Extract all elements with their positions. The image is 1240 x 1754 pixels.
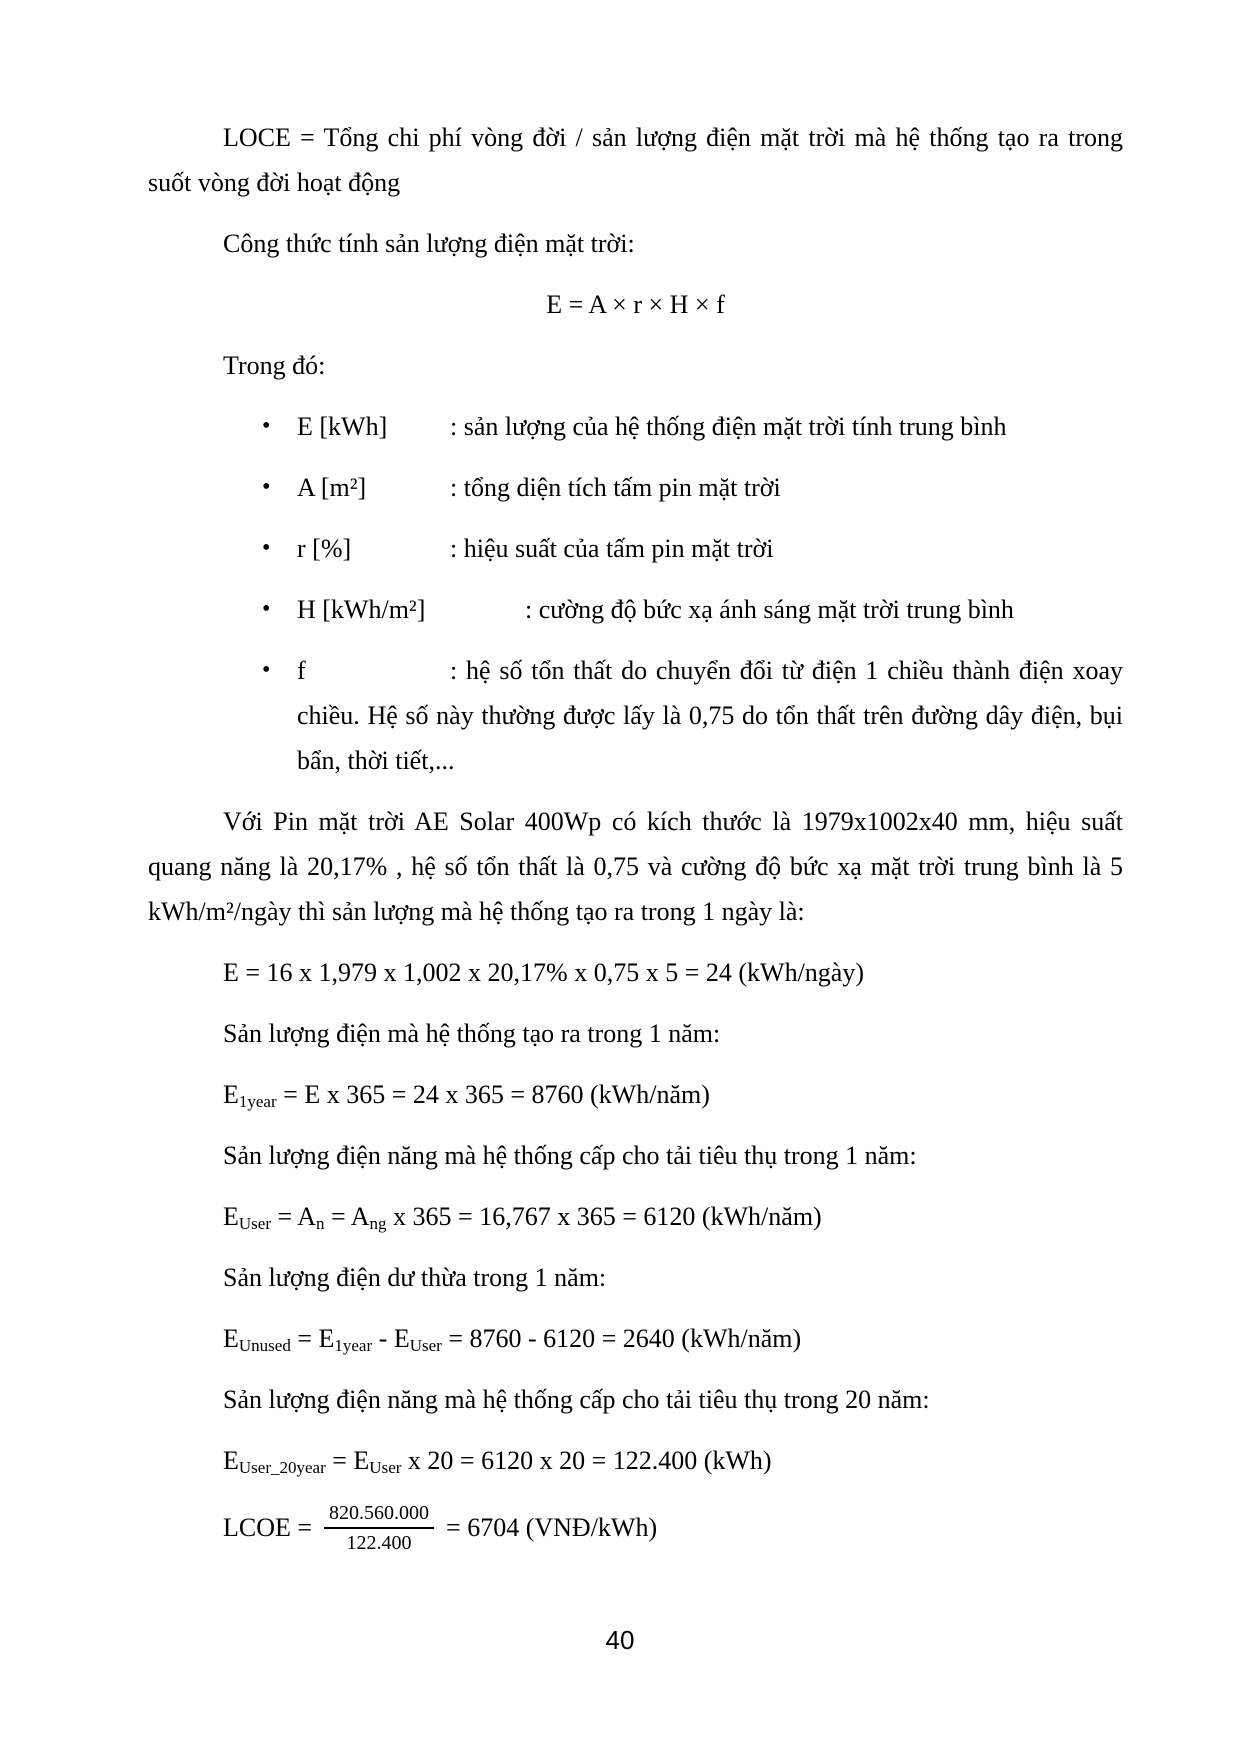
bullet-content	[297, 404, 1123, 449]
label-user-20year: Sản lượng điện năng mà hệ thống cấp cho tải tiêu thụ trong 20 năm:	[223, 1385, 930, 1414]
bullet-description: : hiệu suất của tấm pin mặt trời	[450, 534, 774, 563]
equation-euser20	[148, 1438, 1123, 1483]
bullet-term: r [%]	[297, 534, 352, 563]
bullet-item-a	[148, 465, 1123, 510]
eq-part: = E	[325, 1446, 370, 1475]
bullet-icon: •	[262, 657, 271, 683]
bullet-item-f	[148, 648, 1123, 783]
lcoe-denominator: 122.400	[346, 1532, 412, 1554]
eq-subscript: User	[409, 1336, 442, 1355]
bullet-term: A [m²]	[297, 473, 367, 502]
bullet-icon: •	[262, 596, 271, 622]
equation-daily-energy: E = 16 x 1,979 x 1,002 x 20,17% x 0,75 x 5 = 24 (kWh/ngày)	[223, 958, 864, 987]
eq-subscript: User_20year	[238, 1458, 326, 1477]
eq-subscript: ng	[369, 1214, 387, 1233]
bullet-item-e	[148, 404, 1123, 449]
formula-energy-main: E = A × r × H × f	[546, 290, 725, 319]
eq-part: = E	[290, 1324, 335, 1353]
eq-rest: x 365 = 16,767 x 365 = 6120 (kWh/năm)	[386, 1202, 822, 1231]
label-trong-do: Trong đó:	[223, 351, 326, 380]
bullet-content	[297, 587, 1123, 632]
eq-subscript: User	[369, 1458, 402, 1477]
eq-rest: x 20 = 6120 x 20 = 122.400 (kWh)	[401, 1446, 772, 1475]
eq-part: - E	[372, 1324, 410, 1353]
label-unused-yearly: Sản lượng điện dư thừa trong 1 năm:	[223, 1263, 607, 1292]
bullet-description: : sản lượng của hệ thống điện mặt trời tính trung bình	[450, 412, 1007, 441]
bullet-term: E [kWh]	[297, 412, 388, 441]
bullet-term: H [kWh/m²]	[297, 595, 426, 624]
eq-rest: = 8760 - 6120 = 2640 (kWh/năm)	[441, 1324, 802, 1353]
eq-rest: = E x 365 = 24 x 365 = 8760 (kWh/năm)	[276, 1080, 710, 1109]
eq-part: = A	[324, 1202, 370, 1231]
bullet-icon: •	[262, 474, 271, 500]
bullet-term: f	[297, 656, 306, 685]
eq-subscript: 1year	[238, 1092, 277, 1111]
lcoe-left-side: LCOE =	[223, 1512, 313, 1542]
bullet-description: : tổng diện tích tấm pin mặt trời	[450, 473, 781, 502]
eq-subscript: User	[238, 1214, 271, 1233]
bullet-content	[297, 465, 1123, 510]
label-yearly-production: Sản lượng điện mà hệ thống tạo ra trong 1 năm:	[223, 1019, 721, 1048]
lcoe-fraction	[324, 1500, 434, 1556]
lcoe-numerator: 820.560.000	[324, 1500, 434, 1529]
bullet-item-r	[148, 526, 1123, 571]
eq-part: = A	[271, 1202, 317, 1231]
bullet-description: : cường độ bức xạ ánh sáng mặt trời trung bình	[525, 595, 1014, 624]
bullet-icon: •	[262, 535, 271, 561]
eq-base: E	[223, 1202, 239, 1231]
eq-subscript: n	[316, 1214, 325, 1233]
eq-base: E	[223, 1324, 239, 1353]
label-user-yearly: Sản lượng điện năng mà hệ thống cấp cho tải tiêu thụ trong 1 năm:	[223, 1141, 917, 1170]
bullet-content	[297, 648, 1123, 783]
bullet-icon: •	[262, 413, 271, 439]
eq-base: E	[223, 1446, 239, 1475]
lcoe-result: = 6704 (VNĐ/kWh)	[446, 1512, 658, 1542]
page-number: 40	[605, 1625, 635, 1655]
paragraph-pin-specs: Với Pin mặt trời AE Solar 400Wp có kích thước là 1979x1002x40 mm, hiệu suất quang năng là 20,17% , hệ số tổn thất là 0,75 và cường độ bức xạ mặt trời trung bình là 5 kWh/m²/ngày thì sản lượng mà hệ thống tạo ra trong 1 ngày là:	[148, 807, 1123, 926]
equation-eunused	[148, 1316, 1123, 1361]
eq-subscript: Unused	[238, 1336, 291, 1355]
paragraph-formula-intro: Công thức tính sản lượng điện mặt trời:	[223, 229, 635, 258]
eq-subscript: 1year	[334, 1336, 373, 1355]
paragraph-loce-definition: LOCE = Tổng chi phí vòng đời / sản lượng điện mặt trời mà hệ thống tạo ra trong suốt vòng đời hoạt động	[148, 123, 1123, 197]
equation-lcoe	[148, 1499, 1123, 1555]
eq-base: E	[223, 1080, 239, 1109]
equation-e1year	[148, 1072, 1123, 1117]
bullet-content	[297, 526, 1123, 571]
equation-euser	[148, 1194, 1123, 1239]
bullet-item-h	[148, 587, 1123, 632]
bullet-description: : hệ số tổn thất do chuyển đổi từ điện 1 chiều thành điện xoay chiều. Hệ số này thường được lấy là 0,75 do tổn thất trên đường dây điện, bụi bẩn, thời tiết,...	[297, 656, 1123, 775]
